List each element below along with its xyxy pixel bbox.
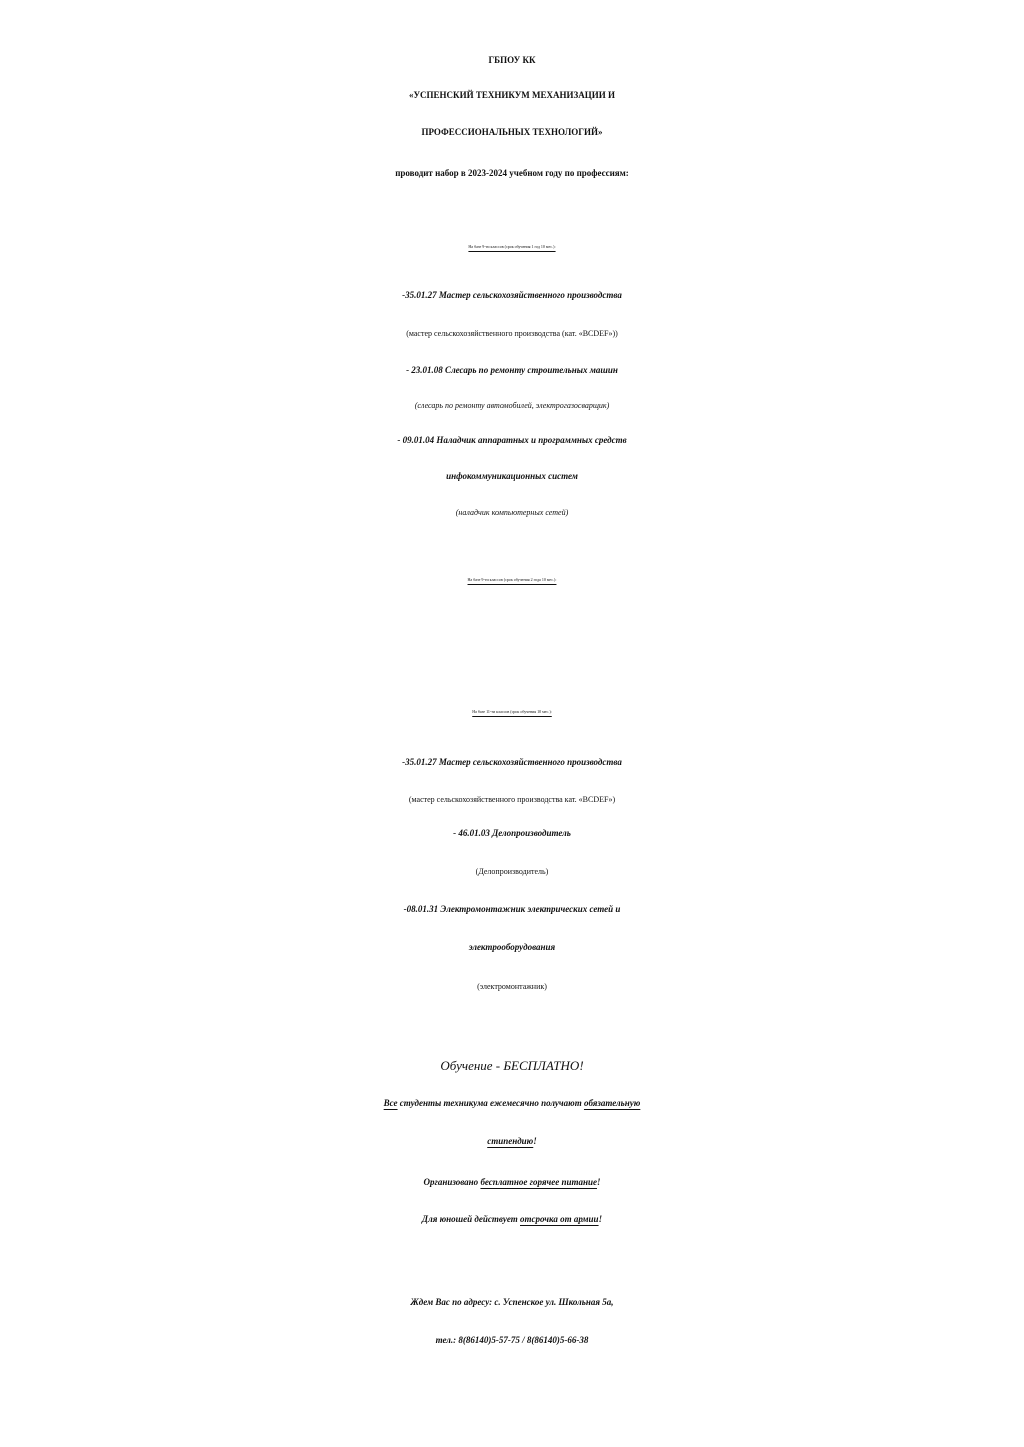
stipend-notice-cont bbox=[0, 1137, 1024, 1146]
profession-title: -35.01.27 Мастер сельскохозяйственного производства bbox=[402, 757, 622, 767]
army-text: Для юношей действует bbox=[421, 1214, 520, 1224]
meal-notice bbox=[0, 1178, 1024, 1187]
section-11-classes-title: На базе 11-ти классов (срок обучения 10 мес.): bbox=[472, 709, 552, 714]
contact-phone: тел.: 8(86140)5-57-75 / 8(86140)5-66-38 bbox=[435, 1335, 589, 1345]
exclamation: ! bbox=[598, 1214, 603, 1224]
enrollment-intro: проводит набор в 2023-2024 учебном году по профессиям: bbox=[395, 168, 629, 178]
profession-title-cont: электрооборудования bbox=[468, 942, 556, 952]
meal-text: Организовано bbox=[423, 1177, 481, 1187]
section-9-classes-1y10m-title: На базе 9-ти классов (срок обучения 1 год 10 мес.): bbox=[468, 244, 556, 249]
stipend-text: студенты техникума ежемесячно получают bbox=[397, 1098, 584, 1108]
profession-description: (электромонтажник) bbox=[477, 982, 547, 991]
emphasis-mandatory: обязательную bbox=[583, 1098, 641, 1108]
profession-title: - 46.01.03 Делопроизводитель bbox=[453, 828, 571, 838]
college-name-line1: «УСПЕНСКИЙ ТЕХНИКУМ МЕХАНИЗАЦИИ И bbox=[408, 90, 616, 100]
org-abbreviation: ГБПОУ КК bbox=[488, 55, 536, 65]
profession-title-cont: инфокоммуникационных систем bbox=[446, 471, 578, 481]
emphasis-all: Все bbox=[383, 1098, 398, 1108]
profession-title: - 09.01.04 Наладчик аппаратных и программных средств bbox=[397, 435, 627, 445]
contact-address: Ждем Вас по адресу: с. Успенское ул. Школьная 5а, bbox=[410, 1297, 614, 1307]
profession-description: (наладчик компьютерных сетей) bbox=[455, 508, 569, 517]
profession-description: (мастер сельскохозяйственного производства (кат. «BCDEF»)) bbox=[406, 329, 618, 338]
emphasis-deferment: отсрочка от армии bbox=[520, 1214, 599, 1224]
stipend-notice bbox=[0, 1099, 1024, 1108]
emphasis-stipend: стипендию bbox=[487, 1136, 534, 1146]
exclamation: ! bbox=[533, 1136, 537, 1146]
emphasis-free-meal: бесплатное горячее питание bbox=[480, 1177, 597, 1187]
profession-description: (слесарь по ремонту автомобилей, электрогазосварщик) bbox=[414, 401, 610, 410]
profession-title: -08.01.31 Электромонтажник электрических сетей и bbox=[403, 904, 621, 914]
profession-description: (Делопроизводитель) bbox=[475, 867, 549, 876]
profession-title: - 23.01.08 Слесарь по ремонту строительных машин bbox=[406, 365, 618, 375]
army-deferment-notice bbox=[0, 1215, 1024, 1224]
free-education-notice: Обучение - БЕСПЛАТНО! bbox=[440, 1058, 584, 1073]
profession-title: -35.01.27 Мастер сельскохозяйственного производства bbox=[402, 290, 622, 300]
section-9-classes-2y10m-title: На базе 9-ти классов (срок обучения 2 года 10 мес.): bbox=[467, 577, 557, 582]
exclamation: ! bbox=[596, 1177, 601, 1187]
college-name-line2: ПРОФЕССИОНАЛЬНЫХ ТЕХНОЛОГИЙ» bbox=[421, 127, 603, 137]
profession-description: (мастер сельскохозяйственного производства кат. «BCDEF») bbox=[408, 795, 616, 804]
